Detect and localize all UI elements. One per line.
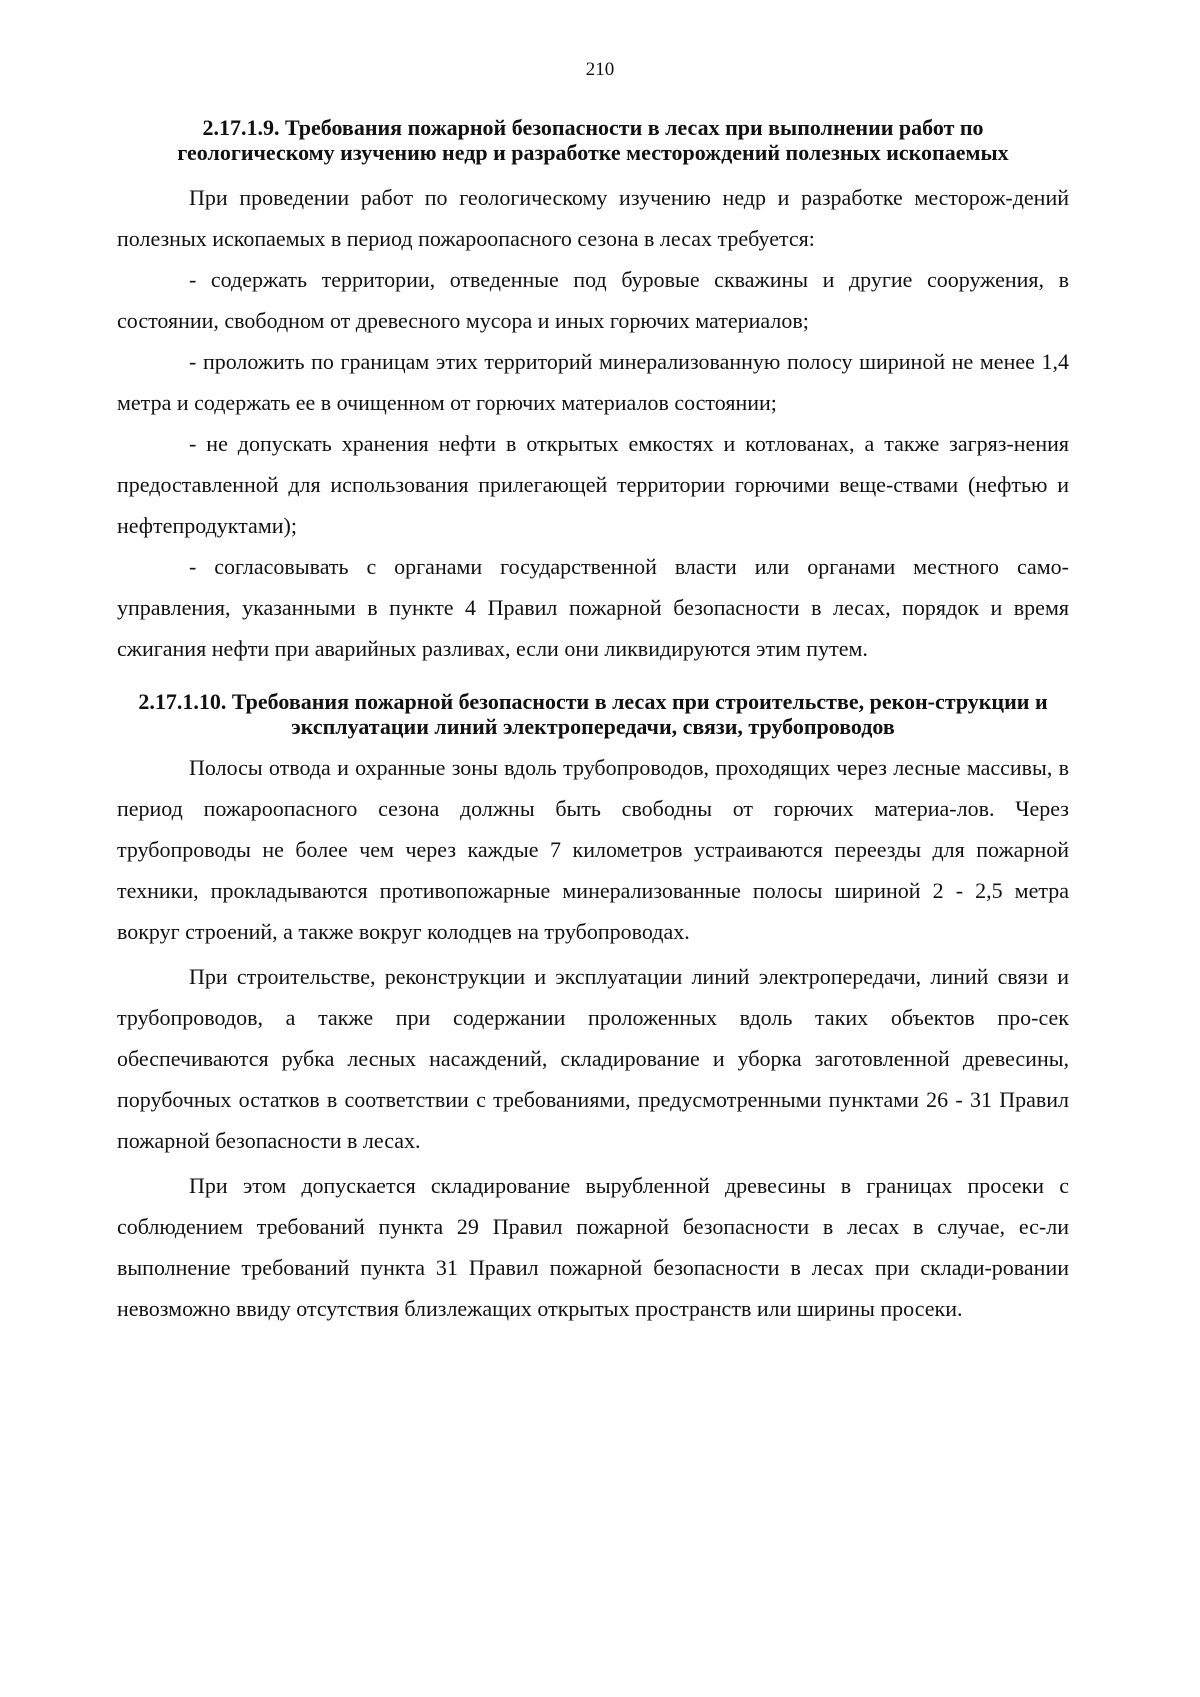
paragraph: При проведении работ по геологическому изучению недр и разработке месторож-дений полезных ископаемых в период пожароопасного сезона в лесах требуется: [117,185,1069,251]
paragraph: При этом допускается складирование вырубленной древесины в границах просеки с соблюдением требований пункта 29 Правил пожарной безопасности в лесах в случае, ес-ли выполнение требований пункта 31 Правил пожарной безопасности в лесах при склади-ровании невозможно ввиду отсутствия близлежащих открытых пространств или ширины просеки. [117,1173,1069,1321]
section-heading-2-17-1-10: 2.17.1.10. Требования пожарной безопасности в лесах при строительстве, рекон-струкции и эксплуатации линий электропередачи, связи, трубопроводов [138,689,1048,739]
paragraph: При строительстве, реконструкции и эксплуатации линий электропередачи, линий связи и трубопроводов, а также при содержании проложенных вдоль таких объектов про-сек обеспечиваются рубка лесных насаждений, складирование и уборка заготовленной древесины, порубочных остатков в соответствии с требованиями, предусмотренными пунктами 26 - 31 Правил пожарной безопасности в лесах. [117,964,1069,1153]
list-item: - не допускать хранения нефти в открытых емкостях и котлованах, а также загряз-нения предоставленной для использования прилегающей территории горючими веще-ствами (нефтью и нефтепродуктами); [117,431,1069,538]
list-item: - согласовывать с органами государственной власти или органами местного само-управления, указанными в пункте 4 Правил пожарной безопасности в лесах, порядок и время сжигания нефти при аварийных разливах, если они ликвидируются этим путем. [117,554,1069,661]
list-item: - проложить по границам этих территорий минерализованную полосу шириной не менее 1,4 метра и содержать ее в очищенном от горючих материалов состоянии; [117,349,1069,415]
list-item: - содержать территории, отведенные под буровые скважины и другие сооружения, в состоянии, свободном от древесного мусора и иных горючих материалов; [117,267,1069,333]
paragraph: Полосы отвода и охранные зоны вдоль трубопроводов, проходящих через лесные массивы, в период пожароопасного сезона должны быть свободны от горючих материа-лов. Через трубопроводы не более чем через каждые 7 километров устраиваются переезды для пожарной техники, прокладываются противопожарные минерализованные полосы шириной 2 - 2,5 метра вокруг строений, а также вокруг колодцев на трубопроводах. [117,755,1069,944]
page-content [117,115,1069,1329]
section-heading-2-17-1-9: 2.17.1.9. Требования пожарной безопасности в лесах при выполнении работ по геологическому изучению недр и разработке месторождений полезных ископаемых [177,115,1009,165]
page-number: 210 [585,59,615,80]
